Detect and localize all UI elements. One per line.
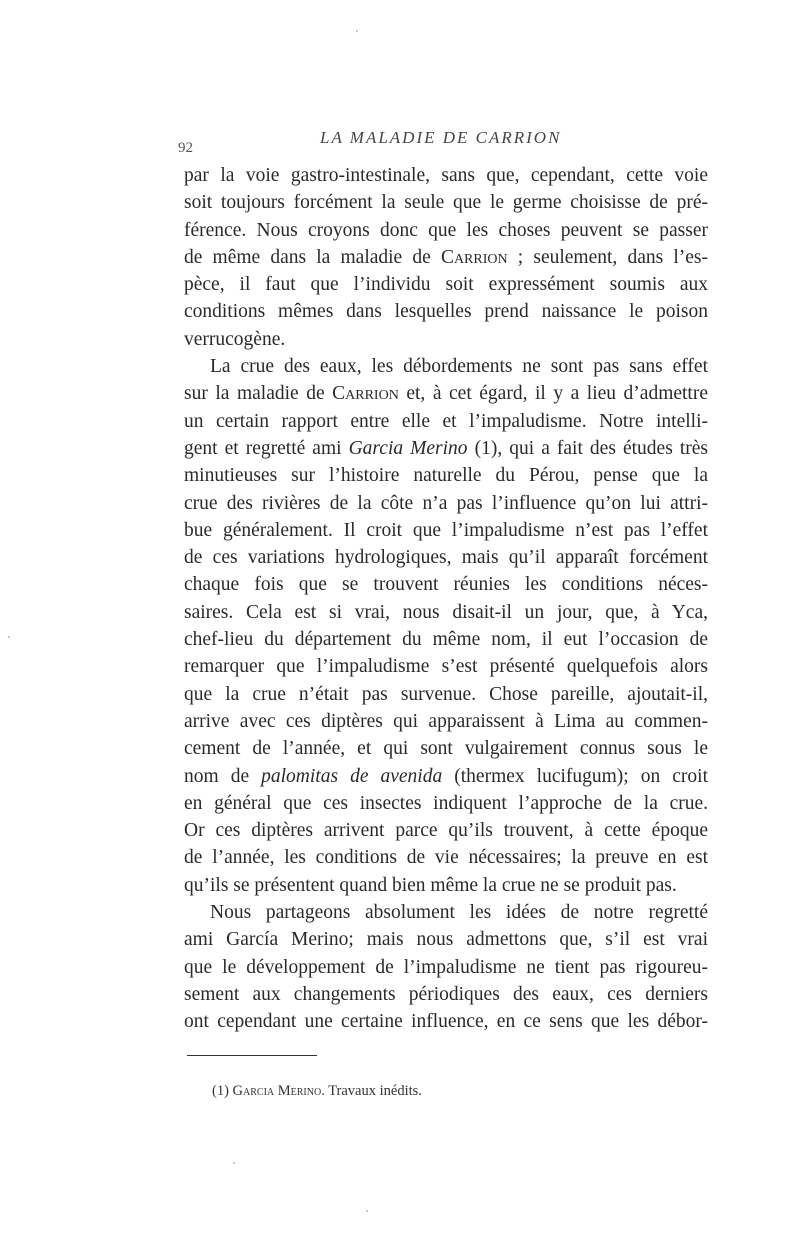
paper-speck — [366, 1210, 368, 1212]
footnote-author: Garcia Merino — [232, 1083, 322, 1099]
text-line: Or ces diptères arrivent parce qu’ils trouvent, à cette époque — [184, 820, 708, 842]
text-line: sement aux changements périodiques des eaux, ces derniers — [184, 983, 708, 1005]
text-line: de l’année, les conditions de vie nécessaires; la preuve en est — [184, 847, 708, 869]
text-line: férence. Nous croyons donc que les choses peuvent se passer — [184, 219, 708, 241]
text-line: cement de l’année, et qui sont vulgairement connus sous le — [184, 738, 708, 760]
text-line: pèce, il faut que l’individu soit expressément soumis aux — [184, 274, 708, 296]
text-line: chef-lieu du département du même nom, il eut l’occasion de — [184, 629, 708, 651]
text-line: que la crue n’était pas survenue. Chose pareille, ajoutait-il, — [184, 683, 708, 705]
text-line: remarquer que l’impaludisme s’est présenté quelquefois alors — [184, 656, 708, 678]
text-line: en général que ces insectes indiquent l’approche de la crue. — [184, 792, 708, 814]
footnote-marker: (1) — [212, 1083, 229, 1099]
paragraph-start-line: La crue des eaux, les débordements ne sont pas sans effet — [210, 356, 708, 378]
text-line: sur la maladie de Carrion et, à cet égard, il y a lieu d’admettre — [184, 383, 709, 405]
footnote — [212, 1083, 422, 1100]
page-number: 92 — [178, 140, 193, 156]
text-line: arrive avec ces diptères qui apparaissent à Lima au commen- — [184, 710, 708, 732]
species-name: palomitas de avenida — [261, 765, 443, 787]
text-line: de ces variations hydrologiques, mais qu’il apparaît forcément — [184, 547, 708, 569]
cited-name: Garcia Merino — [348, 437, 468, 459]
author-name: Carrion — [332, 383, 399, 405]
text-line: conditions mêmes dans lesquelles prend naissance le poison — [184, 301, 708, 323]
text-line: ami García Merino; mais nous admettons que, s’il est vrai — [184, 929, 708, 951]
text-line: un certain rapport entre elle et l’impaludisme. Notre intelli- — [184, 410, 708, 432]
paper-speck — [356, 30, 358, 32]
text-line: verrucogène. — [184, 328, 286, 350]
text-line: que le développement de l’impaludisme ne tient pas rigoureu- — [184, 956, 708, 978]
text-line: minutieuses sur l’histoire naturelle du Pérou, pense que la — [184, 465, 708, 487]
paragraph-start-line: Nous partageons absolument les idées de notre regretté — [210, 902, 708, 924]
text-line: qu’ils se présentent quand bien même la crue ne se produit pas. — [184, 874, 677, 896]
running-title: LA MALADIE DE CARRION — [320, 128, 562, 147]
text-line: chaque fois que se trouvent réunies les conditions néces- — [184, 574, 708, 596]
paper-speck — [8, 636, 10, 638]
footnote-rule — [187, 1055, 317, 1056]
text-line: bue généralement. Il croit que l’impaludisme n’est pas l’effet — [184, 519, 708, 541]
footnote-text: . Travaux inédits. — [321, 1083, 422, 1099]
text-line: soit toujours forcément la seule que le germe choisisse de pré- — [184, 192, 708, 214]
text-line: par la voie gastro-intestinale, sans que, cependant, cette voie — [184, 165, 708, 186]
text-line: de même dans la maladie de Carrion ; seulement, dans l’es- — [184, 246, 708, 268]
running-head — [178, 128, 710, 156]
paper-speck — [233, 1162, 235, 1164]
text-line: ont cependant une certaine influence, en ce sens que les débor- — [184, 1011, 708, 1033]
text-line: crue des rivières de la côte n’a pas l’influence qu’on lui attri- — [184, 492, 708, 514]
author-name: Carrion — [440, 246, 508, 268]
text-line: nom de palomitas de avenida (thermex lucifugum); on croit — [184, 765, 709, 787]
text-line: saires. Cela est si vrai, nous disait-il un jour, que, à Yca, — [184, 601, 708, 623]
body-text — [184, 162, 708, 1036]
text-line: gent et regretté ami Garcia Merino (1), qui a fait des études très — [184, 437, 708, 459]
